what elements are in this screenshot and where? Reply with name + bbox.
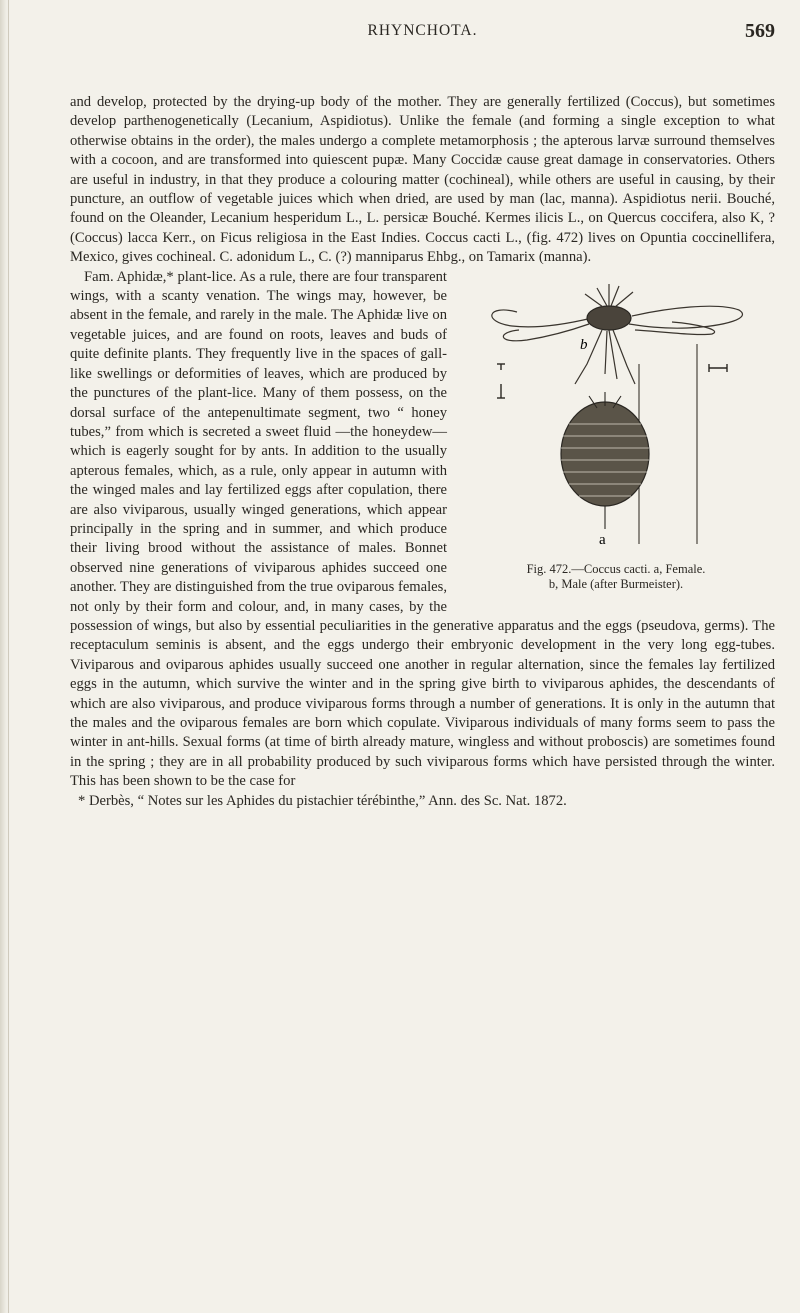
figure-label-b: b	[580, 336, 588, 353]
coccus-cacti-illustration	[457, 274, 775, 596]
footnote-text: Derbès, “ Notes sur les Aphides du pistachier térébinthe,” Ann. des Sc. Nat. 1872.	[88, 792, 567, 809]
binding-edge	[8, 0, 9, 1313]
paragraph-coccidae: and develop, protected by the drying-up body of the mother. They are generally fertilized (Coccus), but sometimes develop parthenogenetically (Lecanium, Aspidiotus). Unlike the female (and forming a single exception to what otherwise obtains in the order), the males undergo a complete metamorphosis ; the apterous larvæ surround themselves with a cocoon, and are transformed into quiescent pupæ. Many Coccidæ cause great damage in conservatories. Others are useful in industry, in that they produce a colouring matter (cochineal), while others are useful in causing, by their puncture, an outflow of vegetable juices which when dried, are used by man (lac, manna). Aspidiotus nerii. Bouché, found on the Oleander, Lecanium hesperidum L., L. persicæ Bouché. Kermes ilicis L., on Quercus coccifera, also K, ? (Coccus) lacca Kerr., on Ficus religiosa in the East Indies. Coccus cacti L., (fig. 472) lives on Opuntia coccinellifera, Mexico, gives cochineal. C. adonidum L., C. (?) manniparus Ehbg., on Tamarix (manna).	[70, 94, 775, 266]
body-text	[70, 93, 775, 811]
paragraph-aphidae: Fam. Aphidæ,* plant-lice. As a rule, there are four transparent wings, with a scanty venation. The wings may, however, be absent in the female, and rarely in the male. The Aphidæ live on vegetable juices, and are found on roots, leaves and buds of quite definite plants. They frequently live in the spaces of gall-like swellings or deformities of leaves, which are produced by the punctures of the plant-lice. Many of them possess, on the dorsal surface of the antepenultimate segment, two “ honey tubes,” from which is secreted a sweet fluid —the honeydew—which is eagerly sought for by ants. In addition to the usually apterous females, which, as a rule, only appear in autumn with the winged males and lay fertilized eggs after copulation, there are also viviparous, usually winged generations, which appear principally in the spring and in summer, and which produce their living brood without the assistance of males. Bonnet observed nine generations of viviparous aphides succeed one another. They are distinguished from the true oviparous females, not only by their form and colour, and, in many cases, by the possession of wings, but also by essential peculiarities in the generative apparatus and the eggs (pseudova, germs). The receptaculum seminis is absent, and the eggs undergo their embryonic development in the very long egg-tubes. Viviparous and oviparous aphides usually succeed one another in regular alternation, since the females lay fertilized eggs in the autumn, which survive the winter and in the spring give birth to viviparous aphides, the descendants of which are also viviparous, and produce viviparous forms through a number of generations. It is only in the autumn that the males and the oviparous females are born which copulate. Viviparous individuals of many forms seem to pass the winter in ant-hills. Sexual forms (at time of birth already mature, wingless and without proboscis) are sometimes found in the spring ; they are in all probability produced by such viviparous forms which have persisted through the winter. This has been shown to be the case for	[70, 268, 775, 790]
caption-line-2: b, Male (after Burmeister).	[548, 576, 684, 591]
scale-bar-right	[709, 364, 727, 372]
page-header	[70, 20, 775, 46]
figure-label-a: a	[599, 531, 606, 548]
footnote	[70, 792, 775, 811]
scale-bar-left	[497, 364, 505, 398]
figure-caption	[457, 562, 775, 592]
caption-line-1: Fig. 472.—Coccus cacti. a, Female.	[526, 561, 706, 576]
male-wings-drawing	[492, 284, 743, 384]
page-number: 569	[745, 20, 775, 42]
female-body-drawing	[561, 392, 649, 529]
footnote-symbol: *	[78, 792, 86, 809]
figure-472	[457, 274, 775, 596]
running-head: RHYNCHOTA.	[367, 22, 478, 39]
